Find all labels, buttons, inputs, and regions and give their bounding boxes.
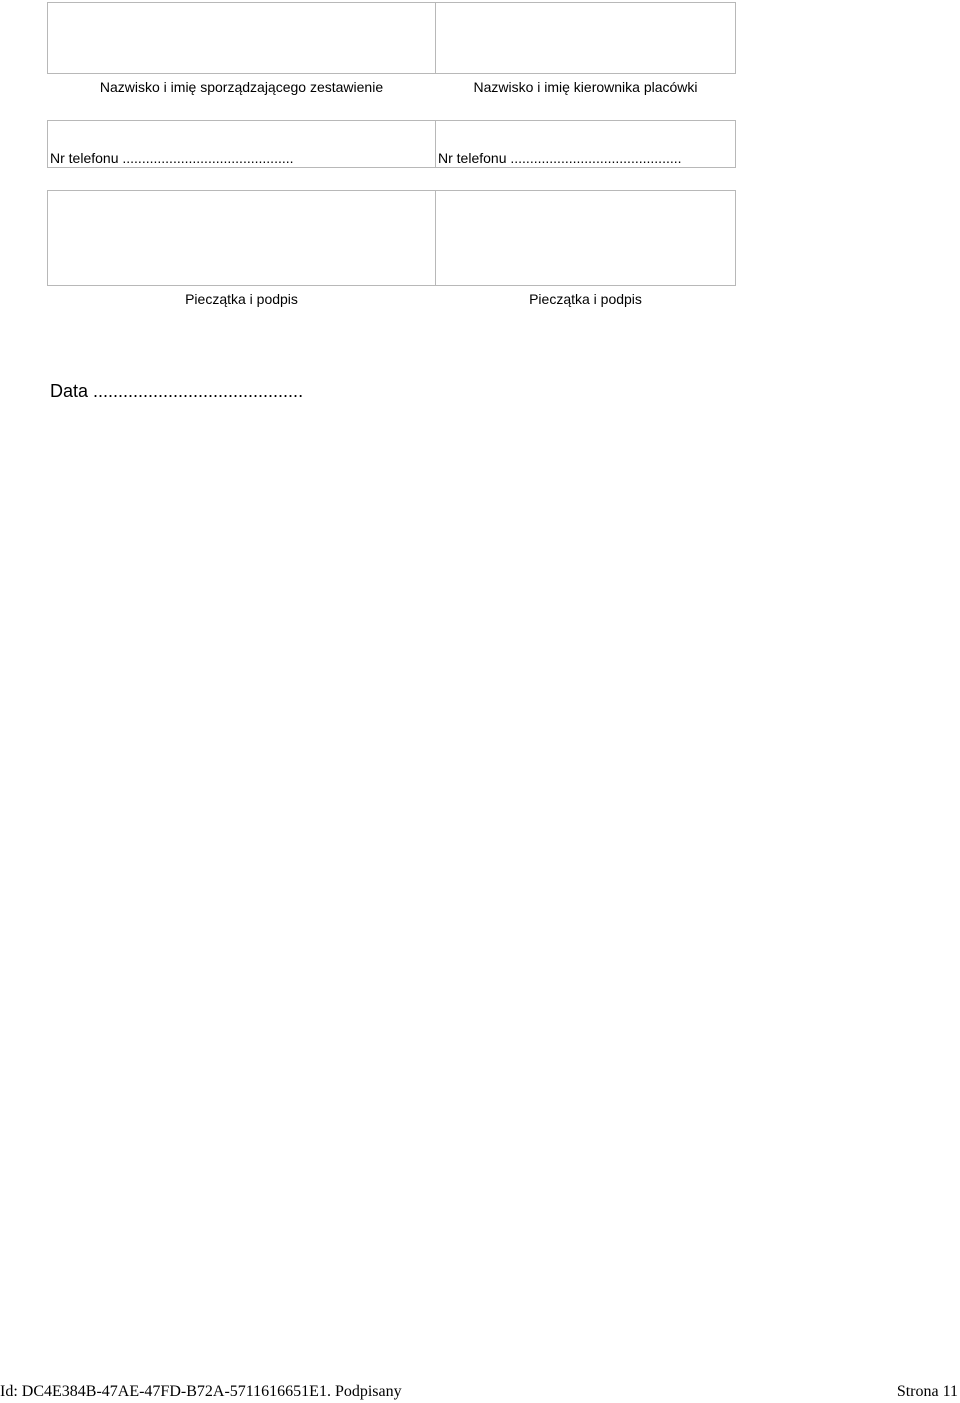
left-phone-label: Nr telefonu ............................................ xyxy=(50,150,294,166)
document-id: Id: DC4E384B-47AE-47FD-B72A-5711616651E1. Podpisany xyxy=(0,1383,402,1400)
page-number: Strona 11 xyxy=(896,1383,958,1400)
right-stamp-label: Pieczątka i podpis xyxy=(529,291,642,307)
left-phone-box[interactable] xyxy=(47,120,436,168)
right-name-label: Nazwisko i imię kierownika placówki xyxy=(473,79,698,95)
right-name-box[interactable] xyxy=(435,2,736,74)
right-phone-box[interactable] xyxy=(435,120,736,168)
left-name-label: Nazwisko i imię sporządzającego zestawienie xyxy=(99,79,384,95)
right-stamp-box[interactable] xyxy=(435,190,736,286)
left-stamp-box[interactable] xyxy=(47,190,436,286)
left-stamp-label: Pieczątka i podpis xyxy=(185,291,298,307)
right-phone-label: Nr telefonu ............................................ xyxy=(438,150,682,166)
date-label: Data .......................................... xyxy=(50,381,304,401)
left-name-box[interactable] xyxy=(47,2,436,74)
